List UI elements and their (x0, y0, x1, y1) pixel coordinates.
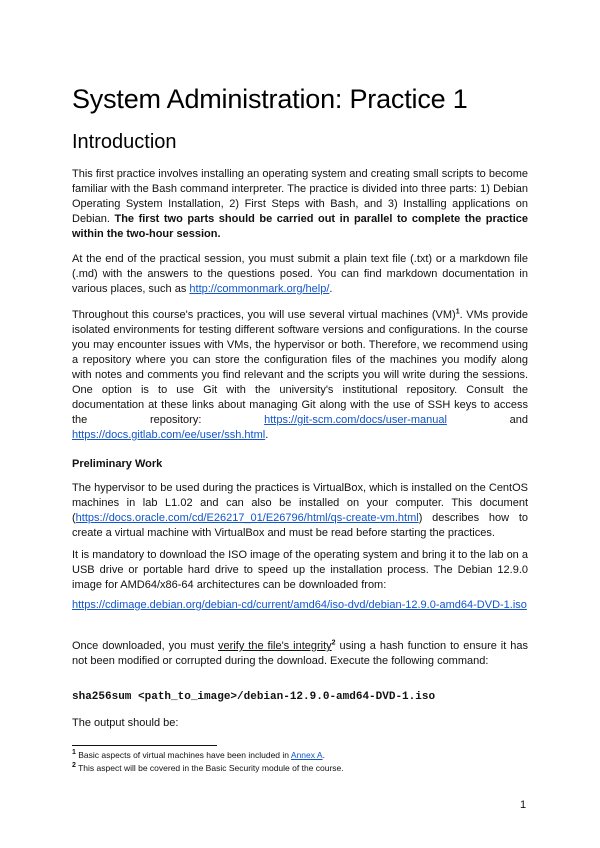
prelim-p1-text2: ) describes how to create a virtual machine with VirtualBox and must be read before starting the practices. (72, 512, 528, 539)
page-number: 1 (520, 799, 527, 811)
debian-iso-link[interactable]: https://cdimage.debian.org/debian-cd/current/amd64/iso-dvd/debian-12.9.0-amd64-DVD-1.iso (72, 599, 527, 611)
section-heading-introduction: Introduction (72, 131, 177, 153)
intro-p3-text2: . VMs provide isolated environments for testing different software versions and configurations. In the course you may encounter issues with VMs, the hypervisor or both. Therefore, we recommend using a repository where you can store the configuration files of the machines you modify along with notes and comments you find relevant and the scripts you will write during the sessions. One option is to use Git with the university's institutional repository. Consult the documentation at these links about managing Git along with the use of SSH keys to access the repository: (72, 309, 528, 426)
intro-paragraph-3 (72, 308, 528, 443)
prelim-p3-text1: Once downloaded, you must (72, 640, 219, 652)
git-manual-link[interactable]: https://git-scm.com/docs/user-manual (264, 414, 447, 426)
intro-p2-text: At the end of the practical session, you must submit a plain text file (.txt) or a markdown file (.md) with the answers to the questions posed. You can find markdown documentation in various places, such as (72, 253, 528, 295)
footnote-divider (72, 745, 217, 746)
footnote-1 (72, 750, 325, 761)
footnote-2-text: This aspect will be covered in the Basic Security module of the course. (75, 763, 344, 773)
intro-p1-bold: The first two parts should be carried out in parallel to complete the practice within the two-hour session. (72, 213, 528, 240)
footnote-1-number: 1 (72, 749, 76, 757)
annex-a-link[interactable]: Annex A (290, 750, 323, 760)
intro-paragraph-2 (72, 252, 528, 297)
verify-integrity-text: verify the file's integrity (218, 640, 332, 652)
commonmark-link[interactable]: http://commonmark.org/help/ (189, 283, 330, 295)
document-title: System Administration: Practice 1 (72, 84, 468, 114)
footnote-ref-1[interactable]: 1 (455, 308, 460, 316)
output-label: The output should be: (72, 717, 179, 729)
gitlab-ssh-link[interactable]: https://docs.gitlab.com/ee/user/ssh.html (72, 429, 266, 441)
intro-p3-end: . (265, 429, 269, 441)
prelim-paragraph-3 (72, 639, 528, 669)
intro-p2-end: . (329, 283, 333, 295)
intro-p3-text1: Throughout this course's practices, you will use several virtual machines (VM) (72, 309, 456, 321)
oracle-docs-link[interactable]: https://docs.oracle.com/cd/E26217_01/E26796/html/qs-create-vm.html (75, 512, 419, 524)
sha256-command: sha256sum <path_to_image>/debian-12.9.0-amd64-DVD-1.iso (72, 691, 436, 703)
intro-p3-and: and (446, 414, 528, 426)
prelim-p1-text1: The hypervisor to be used during the practices is VirtualBox, which is installed on the CentOS machines in lab L1.02 and can also be installed on your computer. This document ( (72, 482, 528, 524)
footnote-1-text: Basic aspects of virtual machines have been included in (75, 750, 291, 760)
section-heading-preliminary: Preliminary Work (72, 458, 163, 470)
prelim-p3-text2: using a hash function to ensure it has not been modified or corrupted during the download. Execute the following command: (72, 640, 528, 667)
intro-paragraph-1 (72, 167, 528, 242)
footnote-2-number: 2 (72, 762, 76, 770)
footnote-2 (72, 763, 344, 774)
footnote-1-end: . (322, 750, 325, 760)
footnote-ref-2[interactable]: 2 (331, 639, 336, 647)
prelim-paragraph-2: It is mandatory to download the ISO image of the operating system and bring it to the lab on a USB drive or portable hard drive to speed up the installation process. The Debian 12.9.0 image for AMD64/x86-64 architectures can be downloaded from: (72, 549, 528, 591)
prelim-paragraph-1 (72, 481, 528, 541)
iso-download-paragraph (72, 598, 528, 613)
intro-p1-text: This first practice involves installing an operating system and creating small scripts to become familiar with the Bash command interpreter. The practice is divided into three parts: 1) Debian Operating System Installation, 2) First Steps with Bash, and 3) Installing applications on Debian. (72, 168, 528, 225)
